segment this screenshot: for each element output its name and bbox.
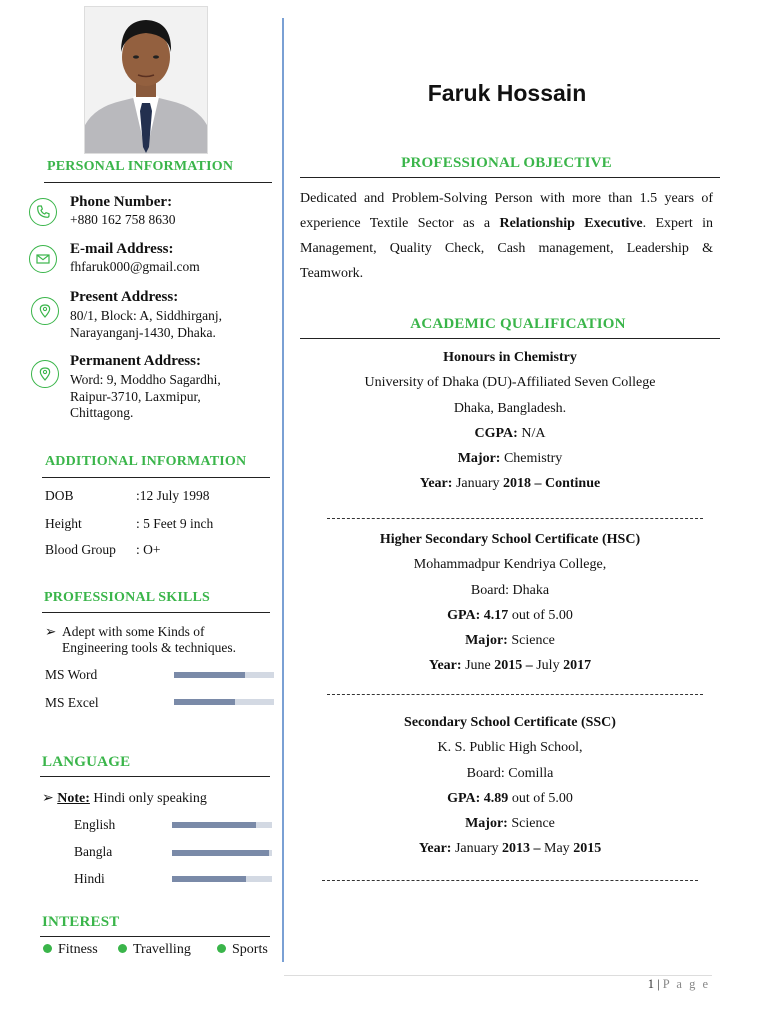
skill-bar-ms-word — [174, 672, 274, 678]
honours-year: Year: January 2018 – Continue — [419, 476, 601, 492]
language-bar-hindi — [172, 876, 272, 882]
language-bar-fill — [172, 876, 246, 882]
honours-cgpa: CGPA: N/A — [474, 425, 546, 441]
hsc-title: Higher Secondary School Certificate (HSC) — [379, 532, 641, 547]
skills-rule — [42, 612, 270, 613]
objective-rule — [300, 177, 720, 178]
honours-location: Dhaka, Bangladesh. — [453, 400, 567, 416]
academic-rule — [300, 338, 720, 339]
location-pin-icon — [31, 360, 59, 388]
arrow-bullet-icon: ➢ — [42, 791, 54, 806]
skills-note-line-2: Engineering tools & techniques. — [62, 640, 236, 655]
skills-note-line-1: Adept with some Kinds of — [62, 624, 205, 639]
language-heading: LANGUAGE — [42, 754, 131, 770]
dashed-separator — [327, 694, 703, 695]
green-dot-icon — [43, 944, 52, 953]
dashed-separator — [322, 880, 698, 881]
interest-item — [217, 942, 268, 958]
height-label: Height — [45, 516, 82, 531]
hsc-institution: Mohammadpur Kendriya College, — [413, 557, 607, 573]
phone-label: Phone Number: — [70, 194, 173, 210]
skill-name: MS Excel — [45, 695, 99, 710]
academic-heading: ACADEMIC QUALIFICATION — [410, 316, 626, 332]
hsc-block — [300, 527, 720, 679]
honours-block — [300, 345, 720, 497]
skills-heading: PROFESSIONAL SKILLS — [44, 590, 211, 605]
profile-photo — [84, 6, 208, 154]
ssc-major: Major: Science — [465, 816, 555, 832]
footer-rule — [284, 975, 712, 976]
language-bar-bangla — [172, 850, 272, 856]
honours-major: Major: Chemistry — [457, 451, 563, 467]
phone-value: +880 162 758 8630 — [70, 212, 176, 227]
dashed-separator — [327, 518, 703, 519]
objective-text-2: . Expert in Management, Quality Check, Cash management, Leadership & Teamwork. — [300, 216, 714, 281]
objective-role: Relationship Executive — [499, 216, 643, 231]
page-word: P a g e — [662, 977, 710, 991]
present-address-line-1: 80/1, Block: A, Siddhirganj, — [70, 308, 223, 323]
skill-bar-ms-excel — [174, 699, 274, 705]
permanent-address-line-2: Raipur-3710, Laxmipur, — [70, 389, 201, 404]
language-bar-fill — [172, 850, 269, 856]
skill-bar-fill — [174, 672, 245, 678]
interest-item — [118, 942, 191, 958]
language-rule — [40, 776, 270, 777]
green-dot-icon — [118, 944, 127, 953]
ssc-block — [300, 710, 720, 862]
ssc-institution: K. S. Public High School, — [437, 740, 583, 756]
interest-label: Travelling — [133, 942, 191, 957]
dob-label: DOB — [45, 488, 74, 503]
present-address-label: Present Address: — [70, 289, 179, 305]
permanent-address-line-3: Chittagong. — [70, 405, 134, 420]
email-icon — [29, 245, 57, 273]
ssc-gpa: GPA: 4.89 out of 5.00 — [447, 790, 573, 806]
interest-rule — [40, 936, 270, 937]
language-name: English — [74, 817, 116, 832]
ssc-board: Board: Comilla — [466, 765, 554, 781]
location-pin-icon — [31, 297, 59, 325]
hsc-year: Year: June 2015 – July 2017 — [428, 658, 592, 674]
page-footer — [648, 977, 710, 992]
email-value: fhfaruk000@gmail.com — [70, 259, 200, 274]
objective-text-1: Dedicated and Problem-Solving Person with more than 1.5 years of experience Textile Sector as a — [300, 191, 713, 231]
height-value: : 5 Feet 9 inch — [136, 516, 214, 531]
blood-group-label: Blood Group — [45, 542, 116, 557]
skill-name: MS Word — [45, 667, 98, 682]
personal-info-rule — [44, 182, 272, 183]
hsc-board: Board: Dhaka — [470, 582, 550, 598]
ssc-title: Secondary School Certificate (SSC) — [404, 715, 616, 730]
green-dot-icon — [217, 944, 226, 953]
hsc-gpa: GPA: 4.17 out of 5.00 — [447, 607, 573, 623]
present-address-line-2: Narayanganj-1430, Dhaka. — [70, 325, 216, 340]
language-bar-fill — [172, 822, 256, 828]
skills-note — [45, 624, 56, 640]
ssc-year: Year: January 2013 – May 2015 — [418, 841, 602, 857]
objective-paragraph — [300, 186, 713, 286]
blood-group-value: : O+ — [136, 542, 161, 557]
honours-title: Honours in Chemistry — [443, 350, 577, 365]
language-bar-english — [172, 822, 272, 828]
arrow-bullet-icon: ➢ — [45, 624, 57, 639]
dob-value: :12 July 1998 — [136, 488, 210, 503]
page-number: 1 | — [647, 977, 663, 991]
objective-heading: PROFESSIONAL OBJECTIVE — [401, 155, 612, 171]
permanent-address-label: Permanent Address: — [70, 353, 201, 369]
candidate-name: Faruk Hossain — [427, 80, 587, 106]
interest-label: Sports — [232, 942, 268, 957]
interest-heading: INTEREST — [42, 914, 120, 930]
permanent-address-line-1: Word: 9, Moddho Sagardhi, — [70, 372, 221, 387]
additional-info-heading: ADDITIONAL INFORMATION — [45, 454, 247, 469]
language-note — [42, 790, 207, 807]
skill-bar-fill — [174, 699, 235, 705]
column-divider — [282, 18, 284, 962]
language-name: Bangla — [74, 844, 113, 859]
language-name: Hindi — [74, 871, 105, 886]
phone-icon — [29, 198, 57, 226]
honours-institution: University of Dhaka (DU)-Affiliated Seven College — [364, 375, 656, 391]
additional-info-rule — [42, 477, 270, 478]
language-note-text: Hindi only speaking — [89, 791, 207, 806]
email-label: E-mail Address: — [70, 241, 174, 257]
interest-label: Fitness — [58, 942, 98, 957]
personal-info-heading: PERSONAL INFORMATION — [47, 159, 234, 174]
interest-item — [43, 942, 98, 958]
hsc-major: Major: Science — [465, 633, 555, 649]
language-note-label: Note: — [57, 791, 90, 806]
